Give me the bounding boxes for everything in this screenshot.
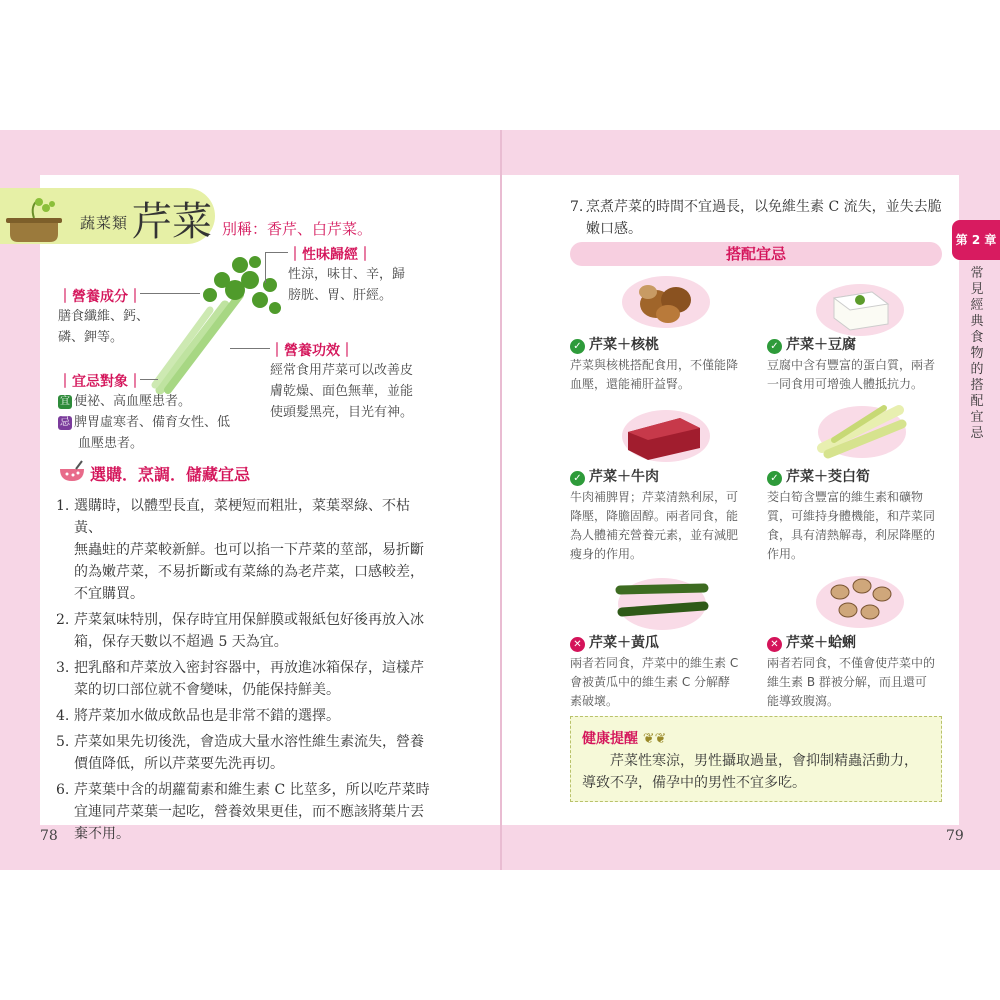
pairing-line: 維生素 B 群被分解，而且還可 (767, 675, 927, 689)
pairing-line: 素破壞。 (570, 694, 619, 708)
pairing-line: 質，可維持身體機能，和芹菜同 (767, 509, 936, 523)
page-number-left: 78 (40, 828, 58, 844)
tip-7 (570, 196, 956, 240)
pairing-line: 兩者若同食，芹菜中的維生素 C (570, 656, 739, 670)
suitable-row (58, 391, 258, 412)
chapter-tab: 第 2 章 (952, 220, 1000, 260)
check-icon: ✓ (570, 471, 585, 486)
cooking-pot-icon (4, 196, 64, 244)
tofu-image (812, 278, 907, 338)
pairing-body (767, 654, 945, 711)
water-bamboo-image (814, 400, 909, 460)
mixing-bowl-icon (58, 459, 86, 483)
chapter-title-char: 配 (970, 394, 984, 409)
pairing-title (570, 466, 659, 486)
tip-line: 芹菜如果先切後洗，會造成大量水溶性維生素流失，營養 (74, 734, 424, 750)
tip-line: 將芹菜加水做成飲品也是非常不錯的選擇。 (74, 708, 340, 724)
nutrients-title: ｜營養成分｜ (58, 289, 142, 305)
suitable-text: 便祕、高血壓患者。 (74, 394, 192, 409)
chapter-title-char: 常 (970, 266, 984, 281)
pairing-line: 能導致腹瀉。 (767, 694, 840, 708)
tip-number: 3. (56, 660, 70, 676)
pairing-title (570, 632, 659, 652)
pairing-body (570, 488, 748, 564)
pairing-title-text: 芹菜＋豆腐 (786, 337, 856, 353)
chapter-title-char: 物 (970, 346, 984, 361)
tip-line: 的為嫩芹菜，不易折斷或有菜絲的為老芹菜，口感較差， (74, 564, 424, 580)
pairing-title (570, 334, 659, 354)
nature-line: 性涼，味甘、辛，歸 (288, 267, 406, 282)
tip-line: 箱，保存天數以不超過 5 天為宜。 (74, 634, 288, 650)
chapter-title-char: 的 (970, 362, 984, 377)
pairing-line: 一同食用可增強人體抵抗力。 (767, 377, 924, 391)
pairing-title-text: 芹菜＋黃瓜 (589, 635, 659, 651)
pairing-line: 會被黃瓜中的維生素 C 分解酵 (570, 675, 731, 689)
tip-line: 芹菜氣味特別，保存時宜用保鮮膜或報紙包好後再放入冰 (74, 612, 424, 628)
tip-item (56, 657, 436, 701)
tip-number: 7. (570, 199, 584, 215)
health-tip-body (582, 750, 932, 794)
tip-item (56, 609, 436, 653)
section-heading: 選購．烹調．儲藏宜忌 (90, 465, 251, 484)
tip-number: 2. (56, 612, 70, 628)
benefits-line: 使頭髮黑亮，目光有神。 (270, 405, 414, 420)
nutrients-line: 膳食纖維、鈣、 (58, 309, 150, 324)
pairing-body (767, 488, 945, 564)
pairing-title (767, 334, 856, 354)
cross-icon: ✕ (570, 637, 585, 652)
tip-line: 宜連同芹菜葉一起吃，營養效果更佳，而不應該將葉片丟 (74, 804, 424, 820)
tip-line: 無蟲蛀的芹菜較新鮮。也可以掐一下芹菜的莖部，易折斷 (74, 542, 424, 558)
nature-title: ｜性味歸經｜ (288, 247, 372, 263)
avoid-text-cont: 血壓患者。 (78, 436, 144, 451)
pairing-line: 血壓，還能補肝益腎。 (570, 377, 691, 391)
pairing-line: 食，具有清熱解毒，利尿降壓的 (767, 528, 936, 542)
pairing-title-text: 芹菜＋牛肉 (589, 469, 659, 485)
check-icon: ✓ (767, 471, 782, 486)
page-title: 芹菜 (132, 199, 212, 245)
chapter-title-char: 搭 (970, 378, 984, 393)
pairing-line: 兩者若同食，不僅會使芹菜中的 (767, 656, 936, 670)
leader-line (140, 293, 200, 295)
tip-line: 烹煮芹菜的時間不宜過長，以免維生素 C 流失，並失去脆 (586, 199, 942, 215)
avoid-text: 脾胃虛寒者、備育女性、低 (74, 415, 231, 430)
benefits-line: 經常食用芹菜可以改善皮 (270, 363, 414, 378)
beef-image (618, 404, 713, 464)
page-number-right: 79 (946, 828, 964, 844)
nature-line: 膀胱、胃、肝經。 (288, 288, 393, 303)
chapter-title-char: 見 (970, 282, 984, 297)
chapter-title-char: 食 (970, 330, 984, 345)
nutrients-line: 磷、鉀等。 (58, 330, 124, 345)
health-tip-label: 健康提醒 (582, 731, 638, 747)
chapter-title-char: 典 (970, 314, 984, 329)
check-icon: ✓ (767, 339, 782, 354)
pairing-title-text: 芹菜＋茭白筍 (786, 469, 870, 485)
tip-line: 選購時，以體型長直，菜梗短而粗壯，菜葉翠綠、不枯黃、 (74, 498, 410, 536)
avoid-row (58, 412, 258, 433)
suitability-title: ｜宜忌對象｜ (58, 374, 142, 390)
tip-item (56, 705, 436, 727)
benefits-title: ｜營養功效｜ (270, 343, 354, 359)
chapter-title-char: 忌 (970, 426, 984, 441)
tip-line: 芹菜葉中含的胡蘿蔔素和維生素 C 比莖多，所以吃芹菜時 (74, 782, 430, 798)
avoid-badge: 忌 (60, 417, 70, 428)
health-tip-title (582, 728, 666, 748)
leader-line (230, 348, 270, 350)
pairing-line: 降壓，降膽固醇。兩者同食，能 (570, 509, 739, 523)
tip-line: 把乳酪和芹菜放入密封容器中，再放進冰箱保存，這樣芹 (74, 660, 424, 676)
health-tip-line: 芹菜性寒涼，男性攝取過量，會抑制精蟲活動力， (610, 753, 918, 769)
tip-item (56, 731, 436, 775)
tip-line: 棄不用。 (74, 826, 130, 842)
tip-item (56, 779, 436, 845)
pairing-heading: 搭配宜忌 (570, 242, 942, 266)
pairing-line: 作用。 (767, 547, 804, 561)
tip-line: 嫩口感。 (586, 221, 642, 237)
tip-line: 菜的切口部位就不會變味，仍能保持鮮美。 (74, 682, 340, 698)
chapter-title-char: 宜 (970, 410, 984, 425)
nature-body (288, 264, 405, 306)
clam-image (812, 570, 907, 630)
pairing-title-text: 芹菜＋核桃 (589, 337, 659, 353)
cucumber-image (614, 572, 709, 632)
pairing-body (570, 356, 748, 394)
tip-number: 4. (56, 708, 70, 724)
pairing-title (767, 632, 856, 652)
health-tip-line: 導致不孕，備孕中的男性不宜多吃。 (582, 775, 806, 791)
tip-line: 價值降低，所以芹菜要先洗再切。 (74, 756, 284, 772)
pairing-line: 茭白筍含豐富的維生素和礦物 (767, 490, 924, 504)
pairing-line: 豆腐中含有豐富的蛋白質，兩者 (767, 358, 936, 372)
tips-list (56, 495, 436, 849)
tip-item (56, 495, 436, 605)
chapter-title-vertical (968, 266, 986, 442)
leaf-icon: ❦❦ (642, 731, 667, 747)
tip-line: 不宜購買。 (74, 586, 144, 602)
alias-text: 別稱：香芹、白芹菜。 (222, 220, 373, 238)
chapter-title-char: 經 (970, 298, 984, 313)
suitable-badge: 宜 (60, 396, 70, 407)
suitability-body (58, 391, 258, 454)
pairing-line: 芹菜與核桃搭配食用，不僅能降 (570, 358, 739, 372)
book-gutter (500, 130, 502, 870)
leader-line (140, 379, 158, 381)
pairing-body (767, 356, 945, 394)
tip-number: 5. (56, 734, 70, 750)
pairing-line: 瘦身的作用。 (570, 547, 643, 561)
walnut-image (618, 270, 713, 330)
pairing-title (767, 466, 870, 486)
nutrients-body (58, 306, 149, 348)
benefits-body (270, 360, 413, 423)
check-icon: ✓ (570, 339, 585, 354)
pairing-line: 為人體補充營養元素，並有減肥 (570, 528, 739, 542)
tip-number: 6. (56, 782, 70, 798)
pairing-line: 牛肉補脾胃；芹菜清熱利尿，可 (570, 490, 739, 504)
leader-line (265, 252, 288, 283)
tip-number: 1. (56, 498, 70, 514)
cross-icon: ✕ (767, 637, 782, 652)
benefits-line: 膚乾燥、面色無華，並能 (270, 384, 414, 399)
pairing-title-text: 芹菜＋蛤蜊 (786, 635, 856, 651)
pairing-body (570, 654, 748, 711)
category-label: 蔬菜類 (80, 214, 129, 232)
